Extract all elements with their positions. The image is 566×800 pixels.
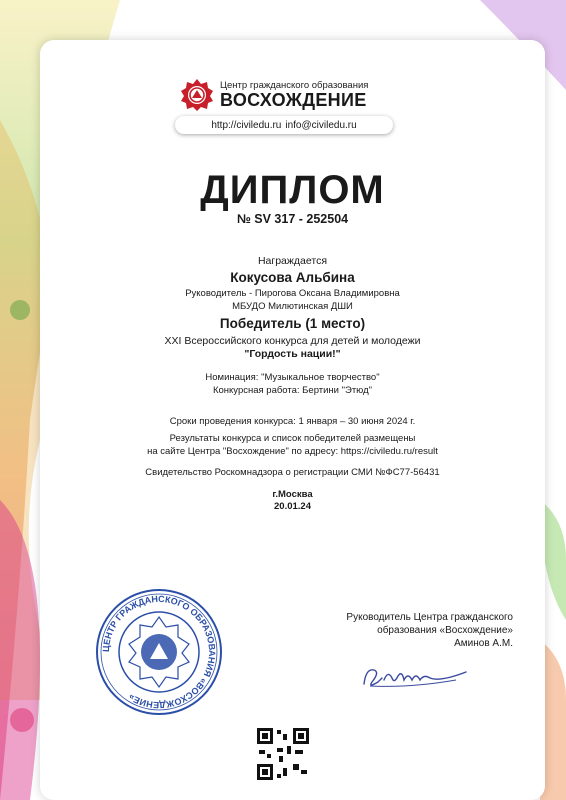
signatory-name: Аминов А.М. [454, 638, 513, 649]
diploma-title: ДИПЛОМ [200, 168, 385, 212]
email-link[interactable]: info@civiledu.ru [285, 119, 357, 131]
organization-seal [94, 587, 224, 717]
handwritten-signature [360, 658, 470, 692]
seal-text: ЦЕНТР ГРАЖДАНСКОГО ОБРАЗОВАНИЯ «ВОСХОЖДЕНИЕ» [100, 593, 218, 711]
contest-line: XXI Всероссийского конкурса для детей и молодежи [164, 335, 421, 347]
nomination: Номинация: "Музыкальное творчество" [205, 372, 380, 383]
signatory-block [346, 611, 513, 650]
work-title: Конкурсная работа: Бертини "Этюд" [212, 385, 373, 396]
diploma-card [40, 40, 545, 800]
contact-bar [175, 116, 393, 134]
site-link[interactable]: http://civiledu.ru [211, 119, 282, 131]
results-line-1: Результаты конкурса и список победителей размещены [169, 433, 416, 444]
org-logo [180, 78, 368, 112]
org-subtitle: Центр гражданского образования [220, 80, 369, 91]
recipient-name: Кокусова Альбина [230, 270, 355, 285]
place: Победитель (1 место) [219, 316, 366, 331]
awarded-label: Награждается [257, 255, 328, 267]
registration: Свидетельство Роскомнадзора о регистрации СМИ №ФС77-56431 [145, 467, 440, 478]
contest-name: "Гордость нации!" [244, 348, 341, 360]
qr-code[interactable] [255, 726, 311, 782]
org-name: ВОСХОЖДЕНИЕ [220, 90, 367, 110]
results-line-2: на сайте Центра "Восхождение" по адресу: https://civiledu.ru/result [147, 446, 438, 457]
signatory-line-1: Руководитель Центра гражданского [346, 612, 513, 623]
org-logo-icon [180, 78, 214, 112]
supervisor: Руководитель - Пирогова Оксана Владимировна [185, 288, 400, 299]
issue-date: 20.01.24 [274, 501, 311, 512]
school: МБУДО Милютинская ДШИ [232, 301, 353, 312]
signatory-line-2: образования «Восхождение» [377, 625, 513, 636]
city: г.Москва [272, 489, 313, 500]
diploma-number: № SV 317 - 252504 [236, 212, 349, 226]
contest-dates: Сроки проведения конкурса: 1 января – 30 июня 2024 г. [169, 416, 416, 427]
